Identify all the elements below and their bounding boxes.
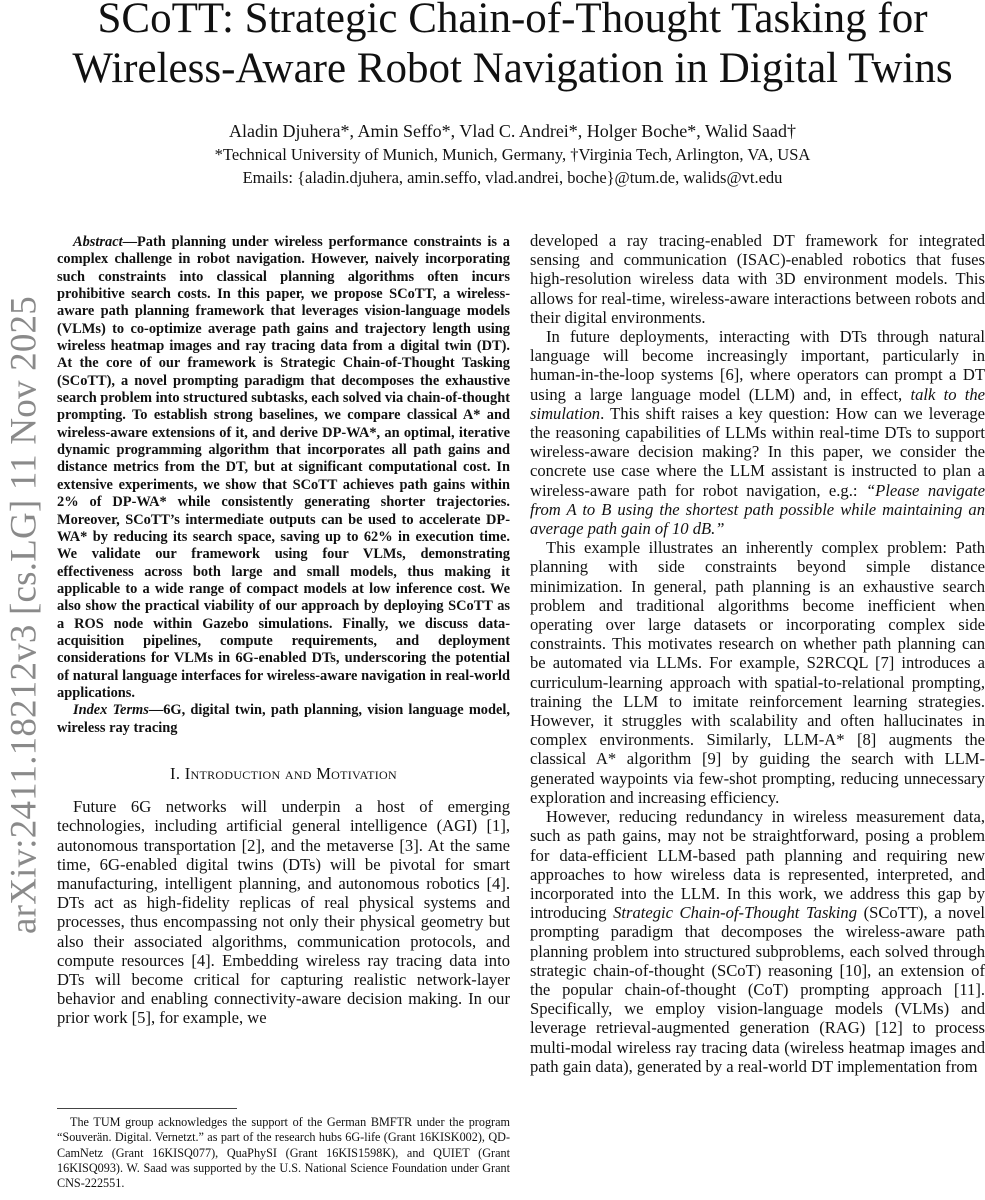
p2-quote: “Please navigate from A to B using the shortest path possible while maintaining an average path gain of 10 dB.”: [530, 480, 985, 539]
abstract-text: —Path planning under wireless performance constraints is a complex challenge in robot navigation. However, naively incorporating such constraints into classical planning algorithms often incurs prohibitive search costs. In this paper, we propose SCoTT, a wireless-aware path planning framework that leverages vision-language models (VLMs) to co-optimize average path gains and trajectory length using wireless heatmap images and ray tracing data from a digital twin (DT). At the core of our framework is Strategic Chain-of-Thought Tasking (SCoTT), a novel prompting paradigm that decomposes the exhaustive search problem into structured subtasks, each solved via chain-of-thought prompting. To establish strong baselines, we compare classical A* and wireless-aware extensions of it, and derive DP-WA*, an optimal, iterative dynamic programming algorithm that incorporates all path gains and distance metrics from the DT, but at significant computational cost. In extensive experiments, we show that SCoTT achieves path gains within 2% of DP-WA* while consistently generating shorter trajectories. Moreover, SCoTT’s intermediate outputs can be used to accelerate DP-WA* by reducing its search space, saving up to 62% in execution time. We validate our framework using four VLMs, demonstrating effectiveness across both large and small models, thus making it applicable to a wide range of compact models at low inference cost. We also show the practical viability of our approach by deploying SCoTT as a ROS node within Gazebo simulations. Finally, we discuss data-acquisition pipelines, compute requirements, and deployment considerations for VLMs in 6G-enabled DTs, underscoring the potential of natural language interfaces for wireless-aware navigation in real-world applications.: [57, 234, 510, 701]
title-line-1: SCoTT: Strategic Chain-of-Thought Tasking for: [97, 0, 928, 42]
right-column: [530, 231, 985, 1076]
section-number: I.: [170, 763, 185, 783]
p2-emphasis: talk to the simulation: [530, 384, 985, 423]
index-terms-text: —6G, digital twin, path planning, vision language model, wireless ray tracing: [57, 702, 510, 736]
title-line-2: Wireless-Aware Robot Navigation in Digital Twins: [72, 45, 953, 92]
index-terms-label: Index Terms: [73, 702, 149, 719]
abstract-label: Abstract: [73, 234, 123, 250]
emails: Emails: {aladin.djuhera, amin.seffo, vlad.andrei, boche}@tum.de, walids@vt.edu: [242, 168, 783, 187]
index-terms: [57, 702, 510, 737]
p2-text-b: . This shift raises a key question: How can we leverage the reasoning capabilities of LLMs within real-time DTs to support wireless-aware decision making? In this paper, we consider the concrete use case where the LLM assistant is instructed to plan a wireless-aware path for robot navigation, e.g.:: [530, 403, 985, 500]
p4-emphasis: Strategic Chain-of-Thought Tasking: [613, 903, 857, 923]
intro-paragraph-1-cont: developed a ray tracing-enabled DT framework for integrated sensing and communication (ISAC)-enabled robotics that fuses high-resolution wireless data with 3D environment models. This allows for real-time, wireless-aware interactions between robots and their digital environments.: [530, 231, 985, 327]
footnote-rule: [57, 1108, 237, 1109]
left-column: [57, 234, 510, 1028]
intro-paragraph-4: [530, 807, 985, 1076]
p4-text-b: (SCoTT), a novel prompting paradigm that decomposes the wireless-aware path planning problem into structured subproblems, each solved through strategic chain-of-thought (SCoT) reasoning [10], an extension of the popular chain-of-thought (CoT) prompting approach [11]. Specifically, we employ vision-language models (VLMs) and leverage retrieval-augmented generation (RAG) [12] to process multi-modal wireless ray tracing data (wireless heatmap images and path gain data), generated by a real-world DT implementation from: [530, 903, 985, 1076]
abstract: [57, 234, 510, 702]
author-list: Aladin Djuhera*, Amin Seffo*, Vlad C. Andrei*, Holger Boche*, Walid Saad†: [229, 121, 796, 141]
affiliations: *Technical University of Munich, Munich, Germany, †Virginia Tech, Arlington, VA, USA: [214, 145, 811, 164]
footnote: The TUM group acknowledges the support of the German BMFTR under the program “Souverän. Digital. Vernetzt.” as part of the research hubs 6G-life (Grant 16KISK002), QD-CamNetz (Grant 16KISQ077), QuaPhySI (Grant 16KIS1598K), and QUIET (Grant 16KISQ093). W. Saad was supported by the U.S. National Science Foundation under Grant CNS-222551.: [57, 1115, 510, 1191]
paper-title: [40, 0, 985, 94]
section-title: Introduction and Motivation: [184, 763, 397, 783]
intro-paragraph-3: This example illustrates an inherently complex problem: Path planning with side constraints beyond simple distance minimization. In general, path planning is an exhaustive search problem and traditional algorithms become inefficient when operating over large datasets or incorporating complex side constraints. This motivates research on whether path planning can be automated via LLMs. For example, S2RCQL [7] introduces a curriculum-learning approach with spatial-to-relational prompting, training the LLM to imitate reinforcement learning strategies. However, it struggles with scalability and often hallucinates in complex environments. Similarly, LLM-A* [8] augments the classical A* algorithm [9] by guiding the search with LLM-generated waypoints via few-shot prompting, reducing unnecessary exploration and increasing efficiency.: [530, 538, 985, 807]
arxiv-sidebar: [4, 290, 44, 940]
intro-paragraph-1: Future 6G networks will underpin a host of emerging technologies, including artificial general intelligence (AGI) [1], autonomous transportation [2], and the metaverse [3]. At the same time, 6G-enabled digital twins (DTs) will be pivotal for smart manufacturing, intelligent planning, and autonomous robotics [4]. DTs act as high-fidelity replicas of real physical systems and processes, thus encompassing not only their physical geometry but also their associated algorithms, communication protocols, and compute resources [4]. Embedding wireless ray tracing data into DTs will become critical for capturing realistic network-layer behavior and enabling connectivity-aware decision making. In our prior work [5], for example, we: [57, 797, 510, 1028]
section-heading: [57, 764, 510, 783]
p4-text-a: However, reducing redundancy in wireless measurement data, such as path gains, may not be straightforward, posing a problem for data-efficient LLM-based path planning and requiring new approaches to how wireless data is represented, interpreted, and incorporated into the LLM. In this work, we address this gap by introducing: [530, 807, 985, 923]
arxiv-stamp: arXiv:2411.18212v3 [cs.LG] 11 Nov 2025: [3, 296, 45, 934]
p2-text-a: In future deployments, interacting with DTs through natural language will become increasingly important, particularly in human-in-the-loop systems [6], where operators can prompt a DT using a large language model (LLM) and, in effect,: [530, 327, 985, 404]
intro-paragraph-2: [530, 327, 985, 538]
